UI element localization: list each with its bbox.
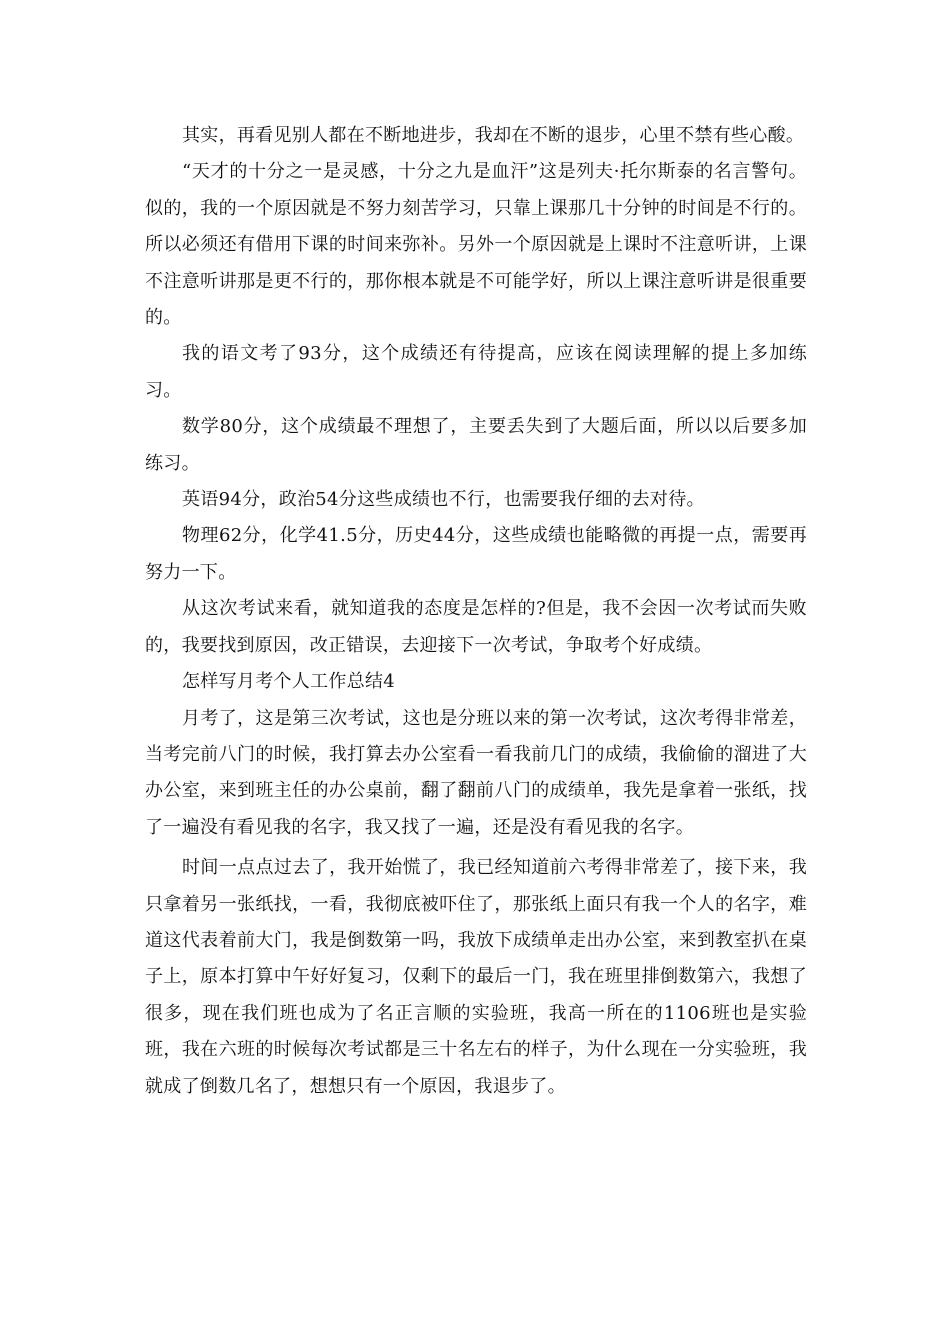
paragraph: 月考了，这是第三次考试，这也是分班以来的第一次考试，这次考得非常差，当考完前八门的时候，我打算去办公室看一看我前几门的成绩，我偷偷的溜进了大办公室，来到班主任的办公桌前，翻了翻前八门的成绩单，我先是拿着一张纸，找了一遍没有看见我的名字，我又找了一遍，还是没有看见我的名字。 bbox=[145, 707, 807, 838]
paragraph: “天才的十分之一是灵感，十分之九是血汗”这是列夫·托尔斯泰的名言警句。似的，我的一个原因就是不努力刻苦学习，只靠上课那几十分钟的时间是不行的。所以必须还有借用下课的时间来弥补。另外一个原因就是上课时不注意听讲，上课不注意听讲那是更不行的，那你根本就是不可能学好，所以上课注意听讲是很重要的。 bbox=[145, 161, 807, 329]
paragraph: 数学80分，这个成绩最不理想了，主要丢失到了大题后面，所以以后要多加练习。 bbox=[145, 416, 807, 474]
paragraph: 从这次考试来看，就知道我的态度是怎样的?但是，我不会因一次考试而失败的，我要找到原因，改正错误，去迎接下一次考试，争取考个好成绩。 bbox=[145, 598, 807, 656]
document-body bbox=[145, 118, 807, 1105]
paragraph: 其实，再看见别人都在不断地进步，我却在不断的退步，心里不禁有些心酸。 bbox=[182, 125, 805, 146]
paragraph: 英语94分，政治54分这些成绩也不行，也需要我仔细的去对待。 bbox=[182, 489, 705, 511]
paragraph: 物理62分，化学41.5分，历史44分，这些成绩也能略微的再提一点，需要再努力一下。 bbox=[145, 525, 807, 583]
section-heading: 怎样写月考个人工作总结4 bbox=[182, 671, 396, 693]
paragraph: 我的语文考了93分，这个成绩还有待提高，应该在阅读理解的提上多加练习。 bbox=[145, 343, 807, 401]
paragraph: 时间一点点过去了，我开始慌了，我已经知道前六考得非常差了，接下来，我只拿着另一张纸找，一看，我彻底被吓住了，那张纸上面只有我一个人的名字，难道这代表着前大门，我是倒数第一吗，我放下成绩单走出办公室，来到教室扒在桌子上，原本打算中午好好复习，仅剩下的最后一门，我在班里排倒数第六，我想了很多，现在我们班也成为了名正言顺的实验班，我高一所在的1106班也是实验班，我在六班的时候每次考试都是三十名左右的样子，为什么现在一分实验班，我就成了倒数几名了，想想只有一个原因，我退步了。 bbox=[145, 857, 807, 1097]
